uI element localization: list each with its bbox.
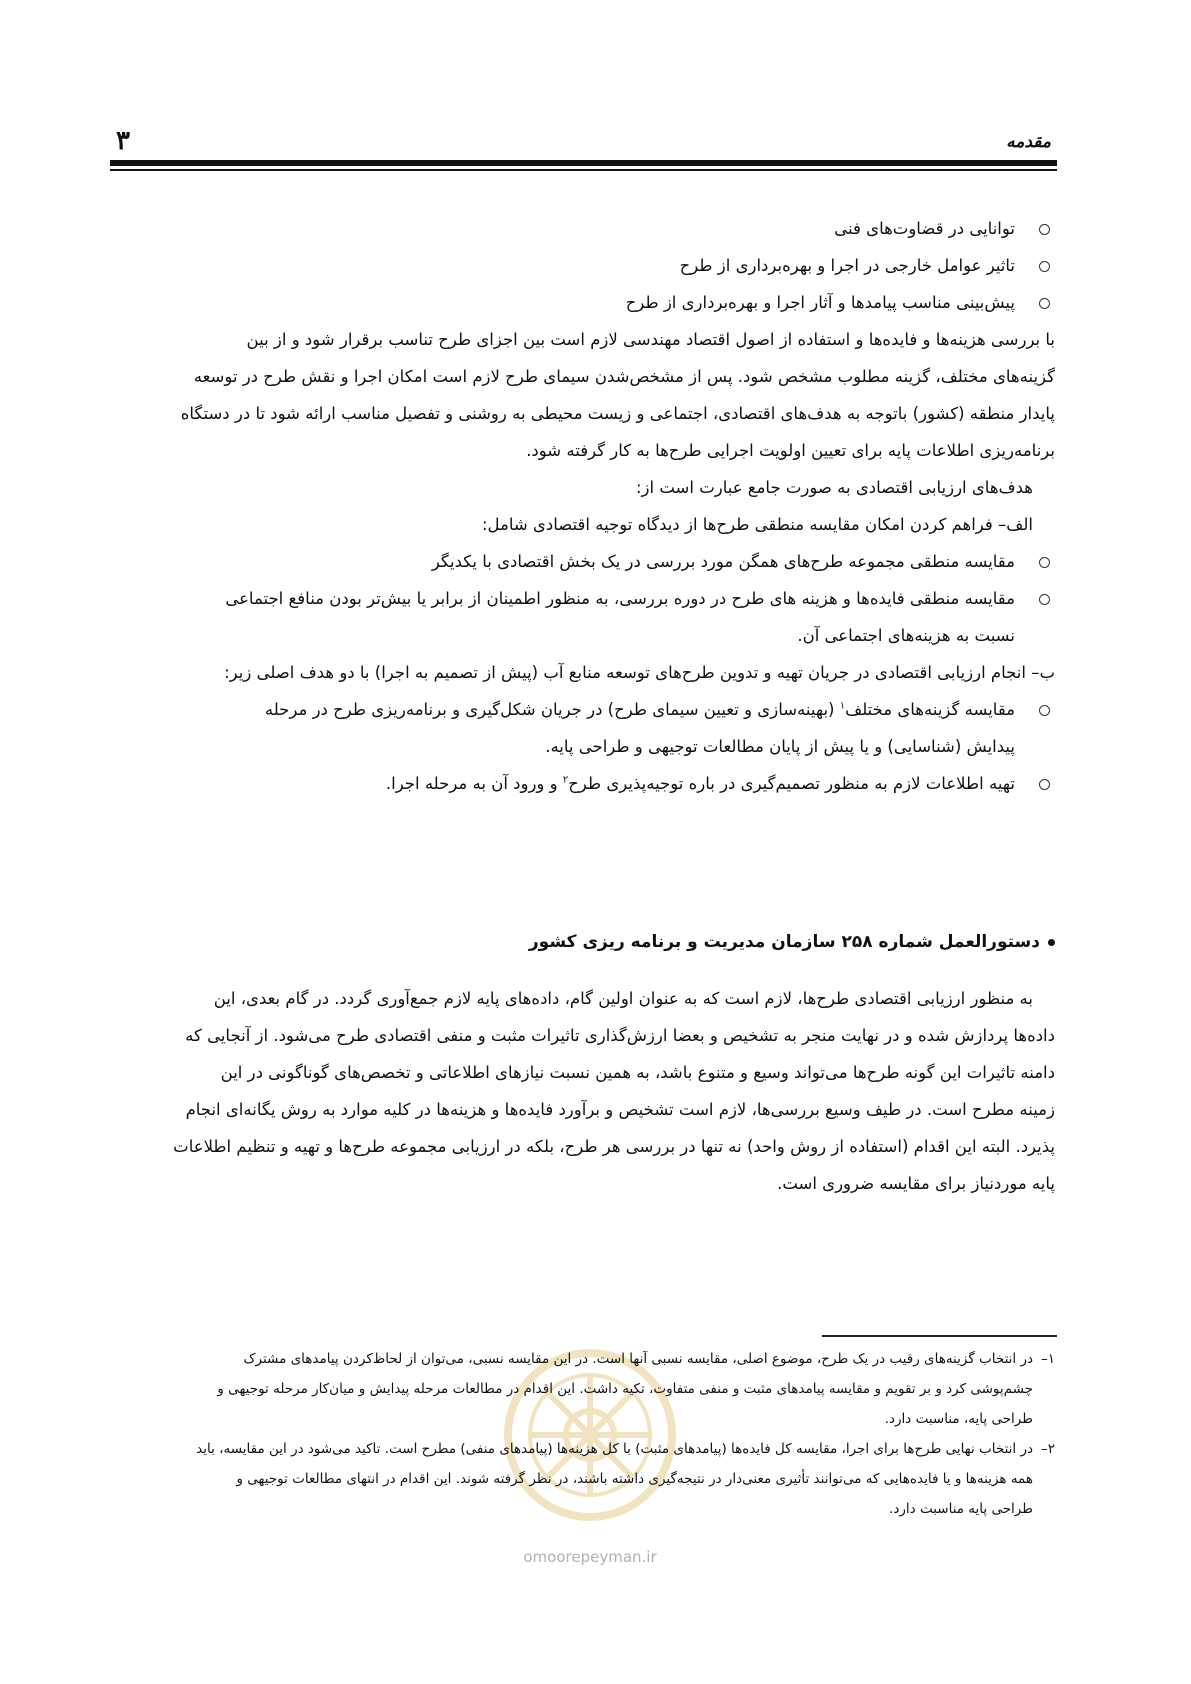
goal-b-title: ب– انجام ارزیابی اقتصادی در جریان تهیه و تدوین طرح‌های توسعه منابع آب (پیش از تصمیم به اجرا) با دو هدف اصلی زیر:	[224, 663, 1055, 682]
page-number: ۳	[116, 126, 130, 156]
goal-b-bullet-1-text-a: مقایسه گزینه‌های مختلف	[845, 700, 1015, 719]
goal-a-title: الف– فراهم کردن امکان مقایسه منطقی طرح‌ها از دیدگاه توجیه اقتصادی شامل:	[481, 515, 1033, 534]
header-rule-thin	[110, 169, 1057, 171]
goal-b-bullet-2	[112, 765, 1055, 802]
footnote-text: در انتخاب نهایی طرح‌ها برای اجرا، مقایسه کل فایده‌ها (پیامدهای مثبت) با کل هزینه‌ها (پیامدهای منفی) مطرح است. تاکید می‌شود در این مقایسه، باید	[196, 1441, 1033, 1457]
footnote-2-line: طراحی پایه مناسبت دارد.	[889, 1501, 1033, 1517]
header-rule-thick	[110, 160, 1057, 166]
section-line: دامنه تاثیرات این گونه طرح‌ها می‌تواند وسیع و متنوع باشد، به همین نسبت نیازهای اطلاعاتی و تخصص‌های گوناگونی در این	[220, 1063, 1055, 1082]
footnote-2-number: ۲–	[1040, 1441, 1055, 1457]
section-line: داده‌ها پردازش شده و در نهایت منجر به تشخیص و بعضا ارزش‌گذاری تاثیرات مثبت و منفی اقتصادی طرح می‌شود. از آنجایی که	[185, 1026, 1055, 1045]
goal-b-bullet-1-cont: پیدایش (شناسایی) و یا پیش از پایان مطالعات توجیهی و طراحی پایه.	[545, 737, 1015, 756]
footnote-mark-1: ۱	[839, 700, 846, 712]
footnotes	[112, 1344, 1055, 1524]
goal-b-bullet-2-text-b: و ورود آن به مرحله اجرا.	[385, 774, 563, 793]
footnote-text: در انتخاب گزینه‌های رقیب در یک طرح، موضوع اصلی، مقایسه نسبی آنها است. در این مقایسه نسبی، می‌توان از لحاظ‌کردن پیامدهای مشترک	[243, 1351, 1033, 1367]
running-head	[110, 122, 1057, 156]
section-line: پایه موردنیاز برای مقایسه ضروری است.	[777, 1174, 1055, 1193]
paragraph-line: برنامه‌ریزی اطلاعات پایه برای تعیین اولویت اجرایی طرح‌ها به کار گرفته شود.	[526, 441, 1055, 460]
paragraph-line: با بررسی هزینه‌ها و فایده‌ها و استفاده از اصول اقتصاد مهندسی لازم است بین اجزای طرح تناسب برقرار شود و از بین	[246, 330, 1055, 349]
footnote-1-line: چشم‌پوشی کرد و بر تقویم و مقایسه پیامدهای مثبت و منفی متفاوت، تکیه داشت. این اقدام در مطالعات مرحله پیدایش و میان‌کار مرحله توجیهی و	[217, 1381, 1033, 1397]
bullet-item: پیش‌بینی مناسب پیامدها و آثار اجرا و بهره‌برداری از طرح	[112, 284, 1055, 321]
bullet-item: توانایی در قضاوت‌های فنی	[112, 210, 1055, 247]
footnote-2-line	[112, 1434, 1055, 1464]
section-heading	[112, 932, 1055, 952]
footnote-1-line: طراحی پایه، مناسبت دارد.	[884, 1411, 1033, 1427]
goal-b-bullet-1-text-b: (بهینه‌سازی و تعیین سیمای طرح) در جریان شکل‌گیری و برنامه‌ریزی طرح در مرحله	[264, 700, 840, 719]
watermark-url: omoorepeyman.ir	[523, 1548, 657, 1566]
chapter-title: مقدمه	[1006, 132, 1051, 152]
goal-a-bullet-2: مقایسه منطقی فایده‌ها و هزینه های طرح در دوره بررسی، به منظور اطمینان از برابر یا بیش‌تر بودن منافع اجتماعی	[112, 580, 1055, 617]
paragraph-line: پایدار منطقه (کشور) باتوجه به هدف‌های اقتصادی، اجتماعی و زیست محیطی به روشنی و تفصیل مناسب ارائه شود تا در دستگاه	[180, 404, 1055, 423]
section-heading-text: دستورالعمل شماره ۲۵۸ سازمان مدیریت و برنامه ریزی کشور	[528, 932, 1040, 952]
footnote-1-number: ۱–	[1040, 1351, 1055, 1367]
footnote-mark-2: ۲	[562, 774, 569, 786]
goal-b-bullet-1	[112, 691, 1055, 728]
goal-b-bullet-2-text-a: تهیه اطلاعات لازم به منظور تصمیم‌گیری در باره توجیه‌پذیری طرح	[568, 774, 1015, 793]
bullet-dot-icon	[1048, 939, 1055, 946]
bullet-item: تاثیر عوامل خارجی در اجرا و بهره‌برداری از طرح	[112, 247, 1055, 284]
section-line: به منظور ارزیابی اقتصادی طرح‌ها، لازم است که به عنوان اولین گام، داده‌های پایه لازم جمع‌آوری گردد. در گام بعدی، این	[213, 989, 1033, 1008]
footnote-2-line: همه هزینه‌ها و یا فایده‌هایی که می‌توانند تأثیری معنی‌دار در نتیجه‌گیری داشته باشند، در نظر گرفته شوند. این اقدام در انتهای مطالعات توجیهی و	[236, 1471, 1033, 1487]
body-text	[112, 210, 1055, 802]
goals-intro: هدف‌های ارزیابی اقتصادی به صورت جامع عبارت است از:	[636, 478, 1033, 497]
section-line: زمینه مطرح است. در طیف وسیع بررسی‌ها، لازم است تشخیص و برآورد فایده‌ها و هزینه‌ها در کلیه موارد به روش یگانه‌ای انجام	[185, 1100, 1055, 1119]
paragraph-line: گزینه‌های مختلف، گزینه مطلوب مشخص شود. پس از مشخص‌شدن سیمای طرح لازم است امکان اجرا و نقش طرح در توسعه	[193, 367, 1055, 386]
section-body	[112, 980, 1055, 1202]
footnote-1-line	[112, 1344, 1055, 1374]
goal-a-bullet-2-cont: نسبت به هزینه‌های اجتماعی آن.	[797, 626, 1015, 645]
footnote-rule	[822, 1335, 1057, 1337]
section-line: پذیرد. البته این اقدام (استفاده از روش واحد) نه تنها در بررسی هر طرح، بلکه در ارزیابی مجموعه طرح‌ها و تهیه و تنظیم اطلاعات	[173, 1137, 1055, 1156]
goal-a-bullet-1: مقایسه منطقی مجموعه طرح‌های همگن مورد بررسی در یک بخش اقتصادی با یکدیگر	[112, 543, 1055, 580]
